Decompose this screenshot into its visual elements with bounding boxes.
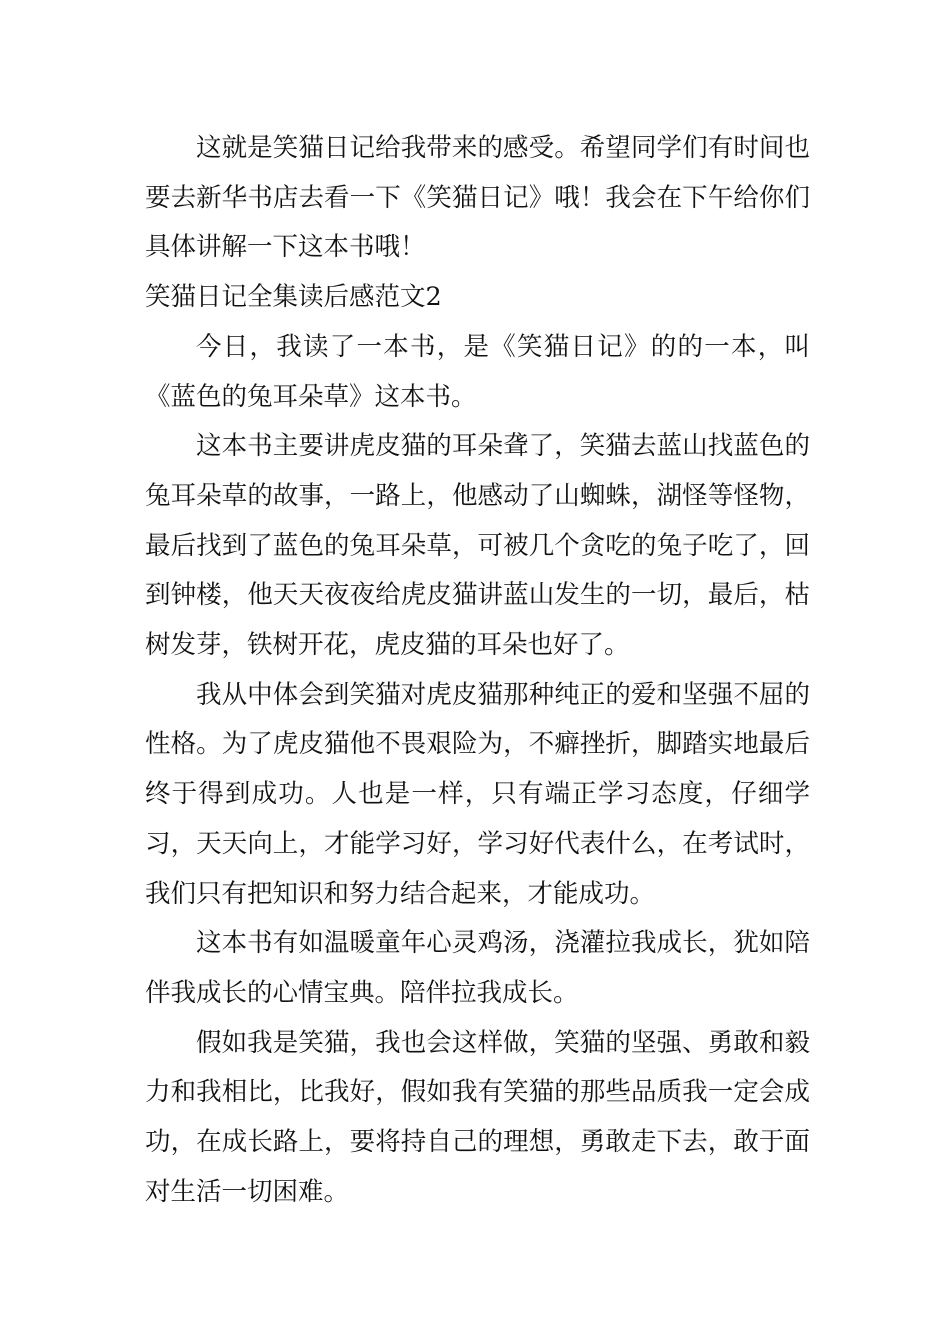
paragraph-closing-feeling: 这就是笑猫日记给我带来的感受。希望同学们有时间也要去新华书店去看一下《笑猫日记》哦！我会在下午给你们具体讲解一下这本书哦！ [145,133,810,263]
paragraph-reflection: 我从中体会到笑猫对虎皮猫那种纯正的爱和坚强不屈的性格。为了虎皮猫他不畏艰险为，不癖挫折，脚踏实地最后终于得到成功。人也是一样，只有端正学习态度，仔细学习，天天向上，才能学习好，学习好代表什么，在考试时，我们只有把知识和努力结合起来，才能成功。 [145,679,810,909]
paragraph-companion: 这本书有如温暖童年心灵鸡汤，浇灌拉我成长，犹如陪伴我成长的心情宝典。陪伴拉我成长。 [145,928,810,1008]
paragraph-intro: 今日，我读了一本书，是《笑猫日记》的的一本，叫《蓝色的兔耳朵草》这本书。 [145,331,810,412]
document-body [145,124,810,1217]
paragraph-story-summary: 这本书主要讲虎皮猫的耳朵聋了，笑猫去蓝山找蓝色的兔耳朵草的故事，一路上，他感动了山蜘蛛，湖怪等怪物，最后找到了蓝色的兔耳朵草，可被几个贪吃的兔子吃了，回到钟楼，他天天夜夜给虎皮猫讲蓝山发生的一切，最后，枯树发芽，铁树开花，虎皮猫的耳朵也好了。 [145,431,810,661]
paragraph-conclusion: 假如我是笑猫，我也会这样做，笑猫的坚强、勇敢和毅力和我相比，比我好，假如我有笑猫的那些品质我一定会成功，在成长路上，要将持自己的理想，勇敢走下去，敢于面对生活一切困难。 [145,1027,810,1207]
section-heading: 笑猫日记全集读后感范文2 [145,282,442,313]
